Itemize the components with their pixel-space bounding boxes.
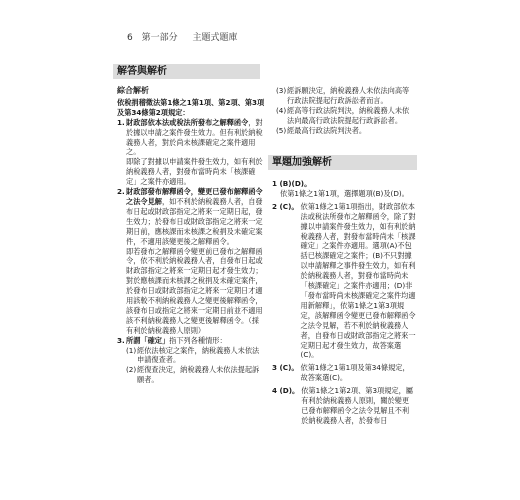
answer-label: 2 (C)。	[272, 201, 299, 211]
part-label: 第一部分	[141, 33, 178, 43]
sub-item-text: 經訴願決定，納稅義務人未依法向高等行政法院提起行政訴訟者而言。	[287, 86, 410, 105]
sub-item	[276, 126, 416, 136]
right-column-top	[276, 86, 416, 136]
sub-item	[126, 365, 265, 385]
sub-item-number: (2)	[126, 365, 137, 375]
answer-text: 依第1條之1第1項及第34條規定，故答案選(C)。	[300, 363, 410, 383]
list-item	[117, 187, 265, 336]
section-title: 解答與解析	[117, 66, 167, 77]
item-head: 財政部依本法或稅法所發布之解釋函令	[126, 117, 249, 127]
page-header	[127, 30, 238, 43]
sub-item-text: 經高等行政法院判決，納稅義務人未依法向最高行政法院提起行政訴訟者。	[287, 105, 410, 125]
sub-item-number: (5)	[276, 125, 287, 135]
sub-item	[276, 106, 416, 126]
answer-text: 依第1條之1第1項指出，財政部依本法或稅法所發布之解釋函令，除了對據以申請案件發生效力，如有利於納稅義務人者，對發布當時尚未「核課確定」之案件亦適用。選項(A)不包括已核課確定之案件；(B)不只對據以申請解釋之事件發生效力，如有利於納稅義務人者，對發布當時尚未「核課確定」之案件亦適用；(D)非「發布當時尚未核課確定之案件均適用新解釋」，依第1條之1第3項規定，該解釋函令變更已發布解釋函令之法令見解，若不利於納稅義務人者，自發布日或財政部指定之將來一定期日起才發生效力，故答案選(C)。	[300, 201, 416, 360]
subheading: 綜合解析	[117, 86, 149, 95]
section-header-answers	[113, 64, 260, 79]
answer-label: 4 (D)。	[272, 386, 300, 396]
sub-item-text: 經復查決定，納稅義務人未依法提起訴願者。	[137, 365, 260, 385]
sub-item-text: 經最高行政法院判決者。	[287, 125, 367, 135]
sub-item	[126, 346, 265, 366]
section-header-drill	[268, 155, 417, 170]
answer-label: 3 (C)。	[272, 363, 299, 373]
answer-label: 1 (B)(D)。	[272, 179, 312, 188]
answer-item	[272, 179, 416, 189]
item-text: ，如不利於納稅義務人者，自發布日起或財政部指定之將來一定期日起，發生效力；於發布日或財政部指定之將來一定期日前，應核課而未核課之稅捐及未確定案件，不適用該變更後之解釋函令。	[126, 196, 263, 246]
item-number: 1.	[117, 117, 125, 127]
list-item	[117, 336, 265, 386]
answer-text: 依第1條之1第2項、第3項規定，屬有利於納稅義務人原則，關於變更已發布解釋函令之法令見解且不利於納稅義務人者，於發布日	[301, 386, 413, 425]
intro-text: 依稅捐稽徵法第1條之1第1項、第2項、第3項及第34條第2項規定：	[117, 97, 265, 117]
item-text: ，對於據以申請之案件發生效力。但有利於納稅義務人者，對於尚未核課確定之案件適用之。	[126, 117, 263, 157]
item-head: 所謂「確定」	[126, 335, 170, 345]
item-extra: 即若發布之解釋函令變更前已發布之解釋函令，依不利於納稅義務人者，自發布日起或財政部指定之將來一定期日起才發生效力；對於應核課而未核課之稅捐及未確定案件，於發布日或財政部指定之將來一定期日才適用該較不利納稅義務人之變更後解釋函令，該發布日或指定之將來一定期日前並不適用該不利納稅義務人之變更後解釋函令。（採有利於納稅義務人原則）	[126, 246, 263, 335]
item-number: 2.	[117, 187, 125, 197]
item-extra: 即除了對據以申請案件發生效力，如有利於納稅義務人者，對發布當時尚未「核課確定」之案件亦適用。	[126, 157, 263, 187]
sub-item-number: (3)	[276, 86, 287, 95]
answer-item	[272, 202, 416, 361]
right-column-answers	[272, 176, 416, 426]
sub-item-number: (1)	[126, 345, 137, 355]
answer-text: 依第1條之1第1項，選擇題項(B)及(D)。	[280, 188, 409, 198]
left-column	[117, 86, 265, 385]
answer-item	[272, 363, 416, 383]
section-title: 單題加強解析	[272, 157, 332, 168]
list-item	[117, 118, 265, 187]
item-number: 3.	[117, 335, 125, 345]
sub-item-text: 經依法核定之案件，納稅義務人未依法申請復查者。	[137, 345, 260, 365]
page-number: 6	[127, 33, 133, 43]
answer-item	[272, 386, 416, 426]
part-title: 主題式題庫	[192, 33, 238, 43]
sub-item-number: (4)	[276, 105, 287, 115]
item-text: 指下列各種情形：	[169, 335, 227, 345]
item-head: 財政部發布解釋函令，變更已發布解釋函令之法令見解	[126, 187, 263, 206]
sub-item	[276, 86, 416, 106]
